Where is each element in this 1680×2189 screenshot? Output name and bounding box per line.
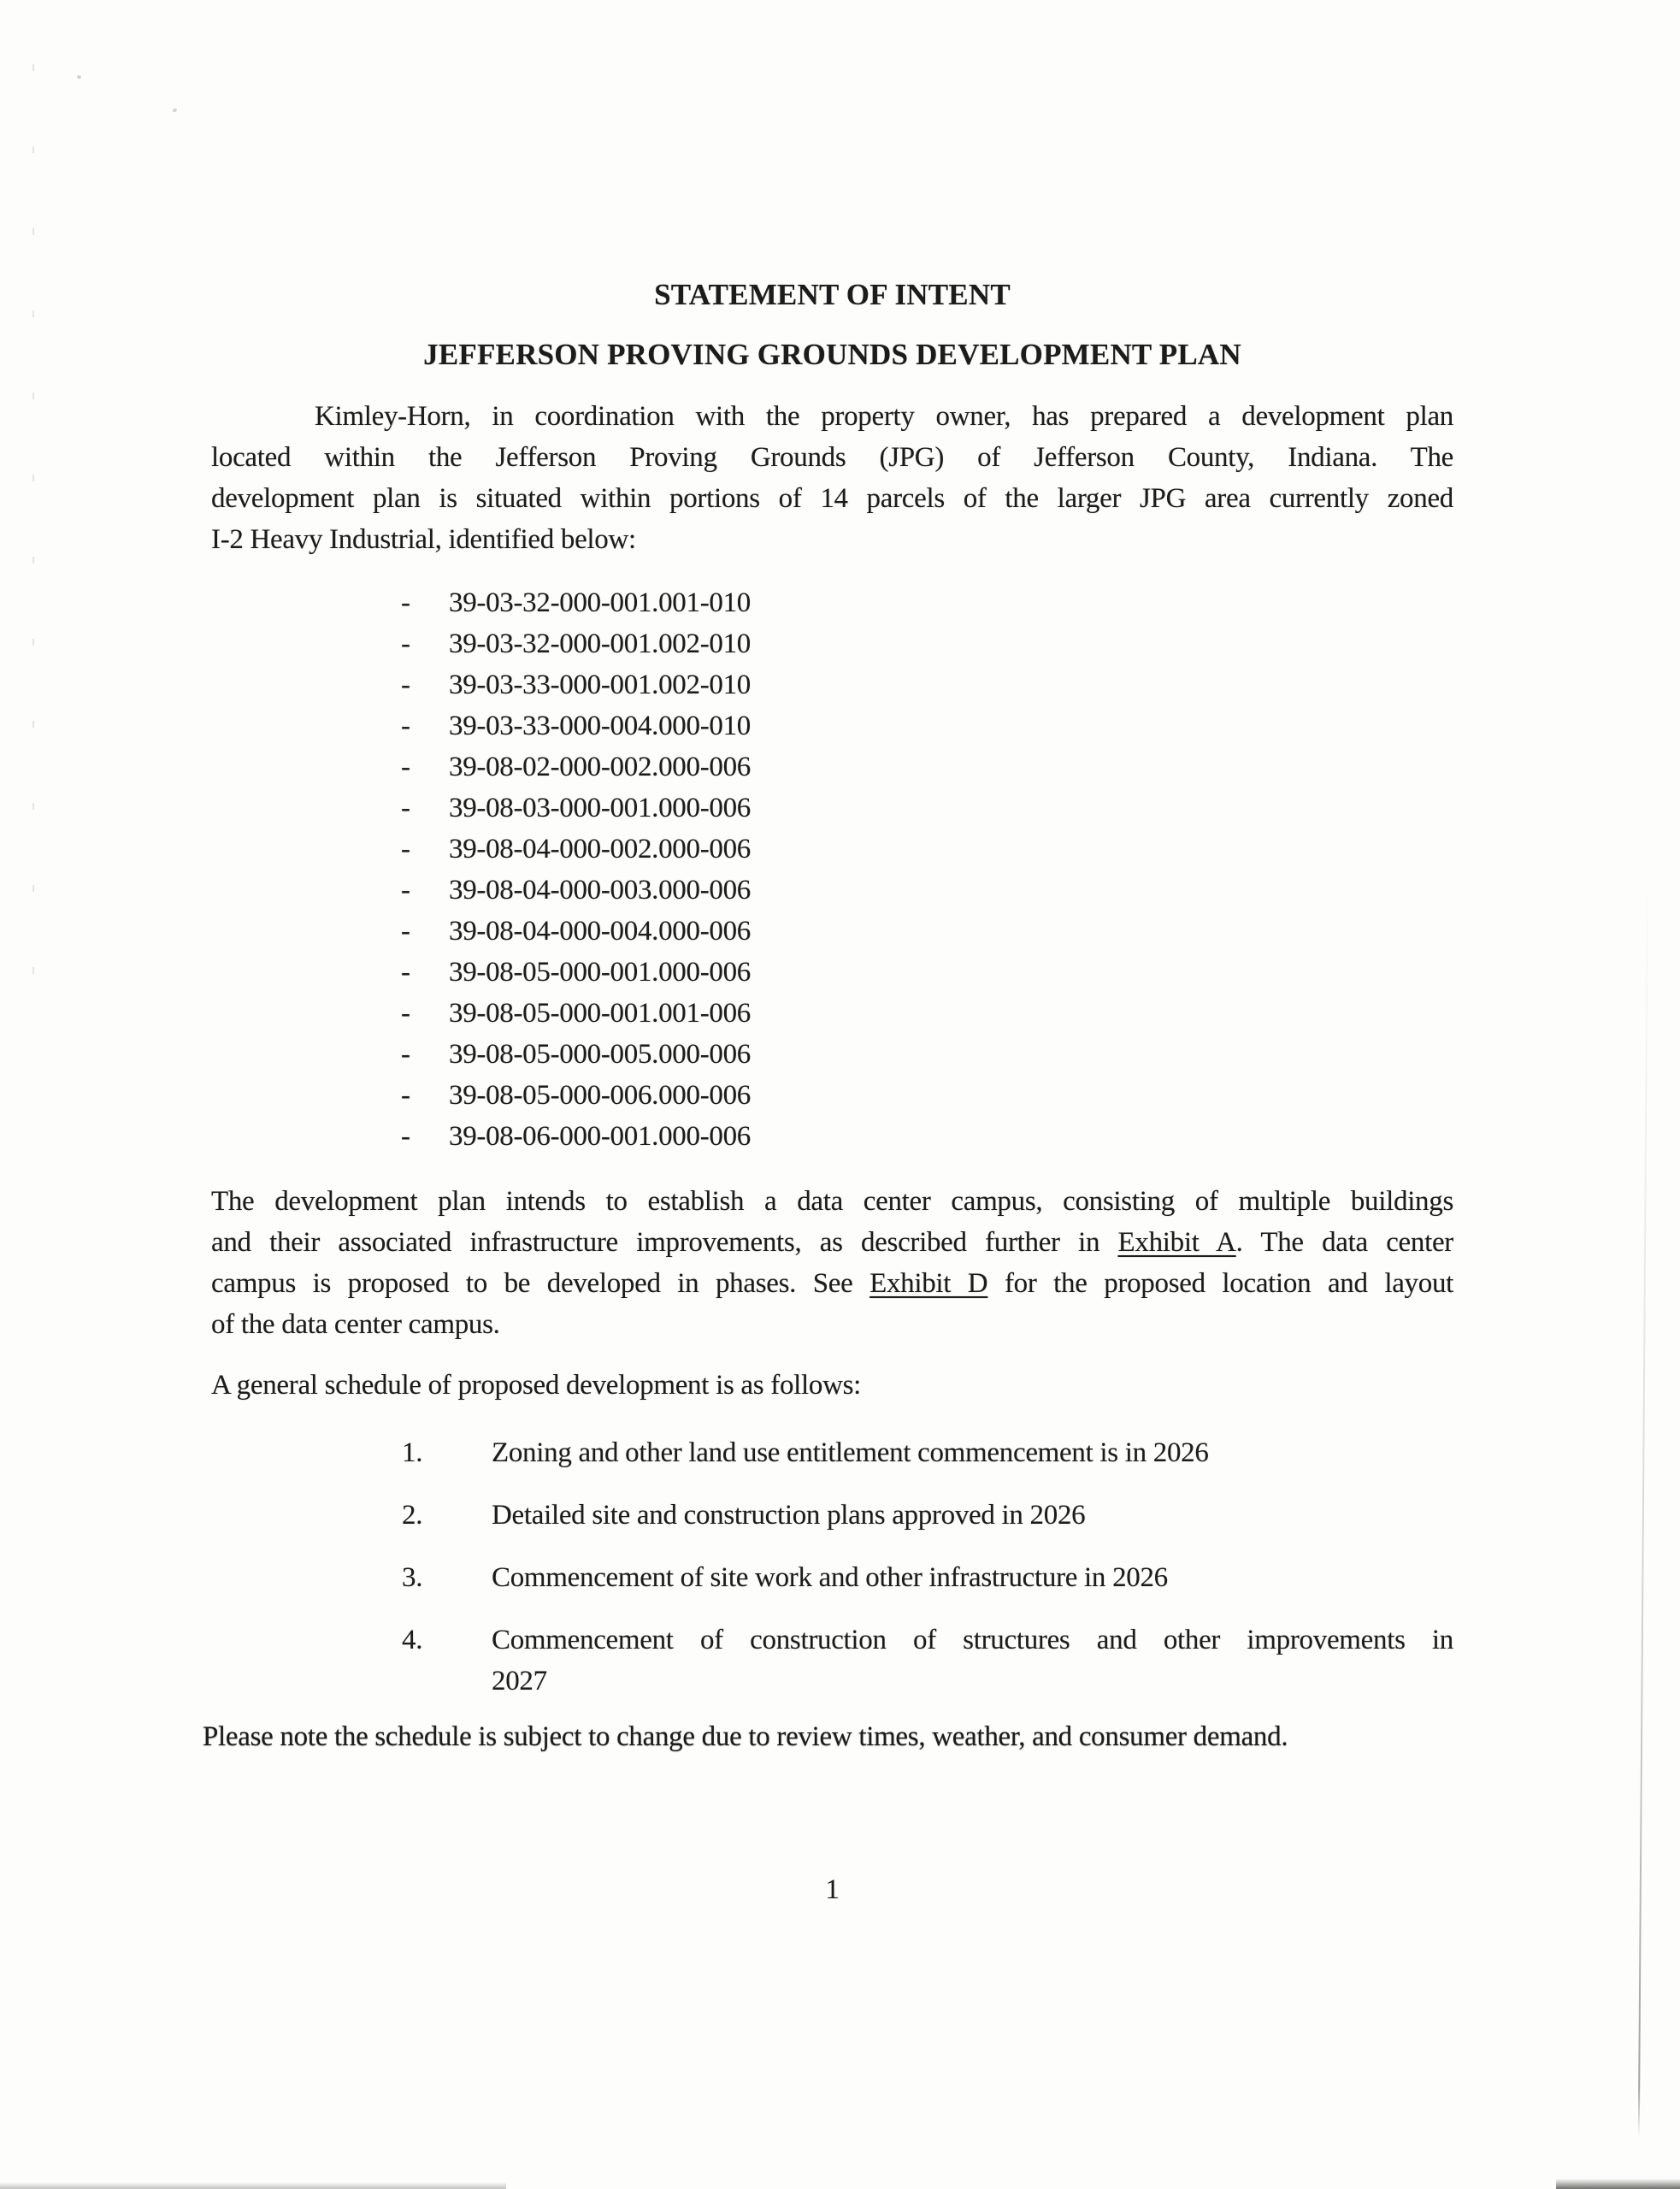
- schedule-item-number: 2.: [402, 1500, 423, 1531]
- hyphen-bullet: -: [401, 834, 410, 864]
- plan-text: for the proposed location and layout: [987, 1268, 1453, 1299]
- parcel-item: [211, 952, 1453, 993]
- parcel-item: [211, 993, 1453, 1034]
- intro-paragraph: [211, 396, 1453, 560]
- intro-line: located within the Jefferson Proving Grounds (JPG) of Jefferson County, Indiana. The: [211, 442, 1453, 473]
- parcel-number: 39-08-03-000-001.000-006: [449, 793, 751, 823]
- intro-line: development plan is situated within portions of 14 parcels of the larger JPG area currently zoned: [211, 483, 1453, 514]
- plan-subtitle: JEFFERSON PROVING GROUNDS DEVELOPMENT PLAN: [423, 338, 1241, 371]
- parcel-number: 39-08-05-000-005.000-006: [449, 1039, 751, 1070]
- schedule-item-number: 1.: [402, 1437, 423, 1468]
- plan-text: and their associated infrastructure improvements, as described further in: [211, 1227, 1118, 1258]
- schedule-item-text: [492, 1620, 1453, 1702]
- exhibit-a-reference: Exhibit A: [1117, 1227, 1236, 1258]
- hyphen-bullet: -: [401, 875, 410, 906]
- parcel-number: 39-08-02-000-002.000-006: [449, 752, 751, 782]
- hyphen-bullet: -: [401, 1080, 410, 1111]
- parcel-number: 39-03-33-000-004.000-010: [449, 711, 751, 741]
- exhibit-d-reference: Exhibit D: [869, 1268, 988, 1299]
- parcel-number: 39-03-33-000-001.002-010: [449, 670, 751, 700]
- schedule-heading: A general schedule of proposed development is as follows:: [211, 1370, 862, 1401]
- parcel-number: 39-03-32-000-001.002-010: [449, 628, 751, 659]
- parcel-item: [211, 1075, 1453, 1116]
- parcel-item: [211, 664, 1453, 705]
- schedule-item-number: 3.: [402, 1562, 423, 1593]
- hyphen-bullet: -: [401, 1039, 410, 1070]
- hyphen-bullet: -: [401, 711, 410, 741]
- scan-speck: [172, 108, 177, 113]
- statement-title: STATEMENT OF INTENT: [654, 278, 1011, 311]
- parcel-item: [211, 911, 1453, 952]
- schedule-item: [211, 1432, 1453, 1473]
- schedule-item: [211, 1620, 1453, 1702]
- scan-artifact-right-paper-edge: [1638, 864, 1648, 2138]
- development-plan-paragraph: [211, 1181, 1453, 1345]
- parcel-list: [211, 582, 1453, 1157]
- hyphen-bullet: -: [401, 916, 410, 947]
- scan-artifact-left-dotted-line: [32, 64, 34, 1039]
- schedule-list: [211, 1432, 1453, 1723]
- plan-line: The development plan intends to establish a data center campus, consisting of multiple buildings: [211, 1186, 1453, 1217]
- scan-artifact-bottom-right-edge: [1556, 2179, 1680, 2189]
- parcel-number: 39-08-05-000-001.001-006: [449, 998, 751, 1029]
- parcel-number: 39-03-32-000-001.001-010: [449, 587, 751, 618]
- scan-artifact-bottom-left-edge: [0, 2182, 506, 2189]
- plan-line: [211, 1263, 1453, 1304]
- scan-speck: [77, 75, 81, 79]
- parcel-number: 39-08-06-000-001.000-006: [449, 1121, 751, 1152]
- page-number: 1: [825, 1874, 840, 1905]
- parcel-number: 39-08-04-000-004.000-006: [449, 916, 751, 947]
- parcel-item: [211, 582, 1453, 623]
- plan-line: of the data center campus.: [211, 1309, 500, 1340]
- parcel-item: [211, 788, 1453, 829]
- parcel-item: [211, 746, 1453, 788]
- parcel-item: [211, 829, 1453, 870]
- parcel-item: [211, 1116, 1453, 1157]
- hyphen-bullet: -: [401, 793, 410, 823]
- schedule-item-text: Commencement of site work and other infrastructure in 2026: [492, 1562, 1168, 1593]
- parcel-number: 39-08-05-000-001.000-006: [449, 957, 751, 988]
- schedule-item-text: Zoning and other land use entitlement commencement is in 2026: [492, 1437, 1209, 1468]
- schedule-item-line: 2027: [492, 1666, 547, 1696]
- hyphen-bullet: -: [401, 957, 410, 988]
- schedule-item: [211, 1495, 1453, 1536]
- parcel-item: [211, 623, 1453, 664]
- schedule-item-line: Commencement of construction of structures and other improvements in: [492, 1625, 1453, 1655]
- hyphen-bullet: -: [401, 628, 410, 659]
- parcel-number: 39-08-04-000-003.000-006: [449, 875, 751, 906]
- parcel-item: [211, 1034, 1453, 1075]
- intro-line: I-2 Heavy Industrial, identified below:: [211, 524, 636, 555]
- hyphen-bullet: -: [401, 587, 410, 618]
- hyphen-bullet: -: [401, 1121, 410, 1152]
- hyphen-bullet: -: [401, 670, 410, 700]
- intro-line: Kimley-Horn, in coordination with the property owner, has prepared a development plan: [315, 401, 1453, 432]
- parcel-number: 39-08-04-000-002.000-006: [449, 834, 751, 864]
- parcel-item: [211, 870, 1453, 911]
- plan-text: . The data center: [1235, 1227, 1453, 1258]
- schedule-item: [211, 1557, 1453, 1598]
- hyphen-bullet: -: [401, 998, 410, 1029]
- schedule-note: Please note the schedule is subject to change due to review times, weather, and consumer demand.: [203, 1721, 1288, 1752]
- schedule-item-text: Detailed site and construction plans approved in 2026: [492, 1500, 1086, 1531]
- parcel-number: 39-08-05-000-006.000-006: [449, 1080, 751, 1111]
- parcel-item: [211, 705, 1453, 746]
- plan-line: [211, 1222, 1453, 1263]
- plan-text: campus is proposed to be developed in phases. See: [211, 1268, 870, 1299]
- schedule-item-number: 4.: [402, 1625, 423, 1655]
- hyphen-bullet: -: [401, 752, 410, 782]
